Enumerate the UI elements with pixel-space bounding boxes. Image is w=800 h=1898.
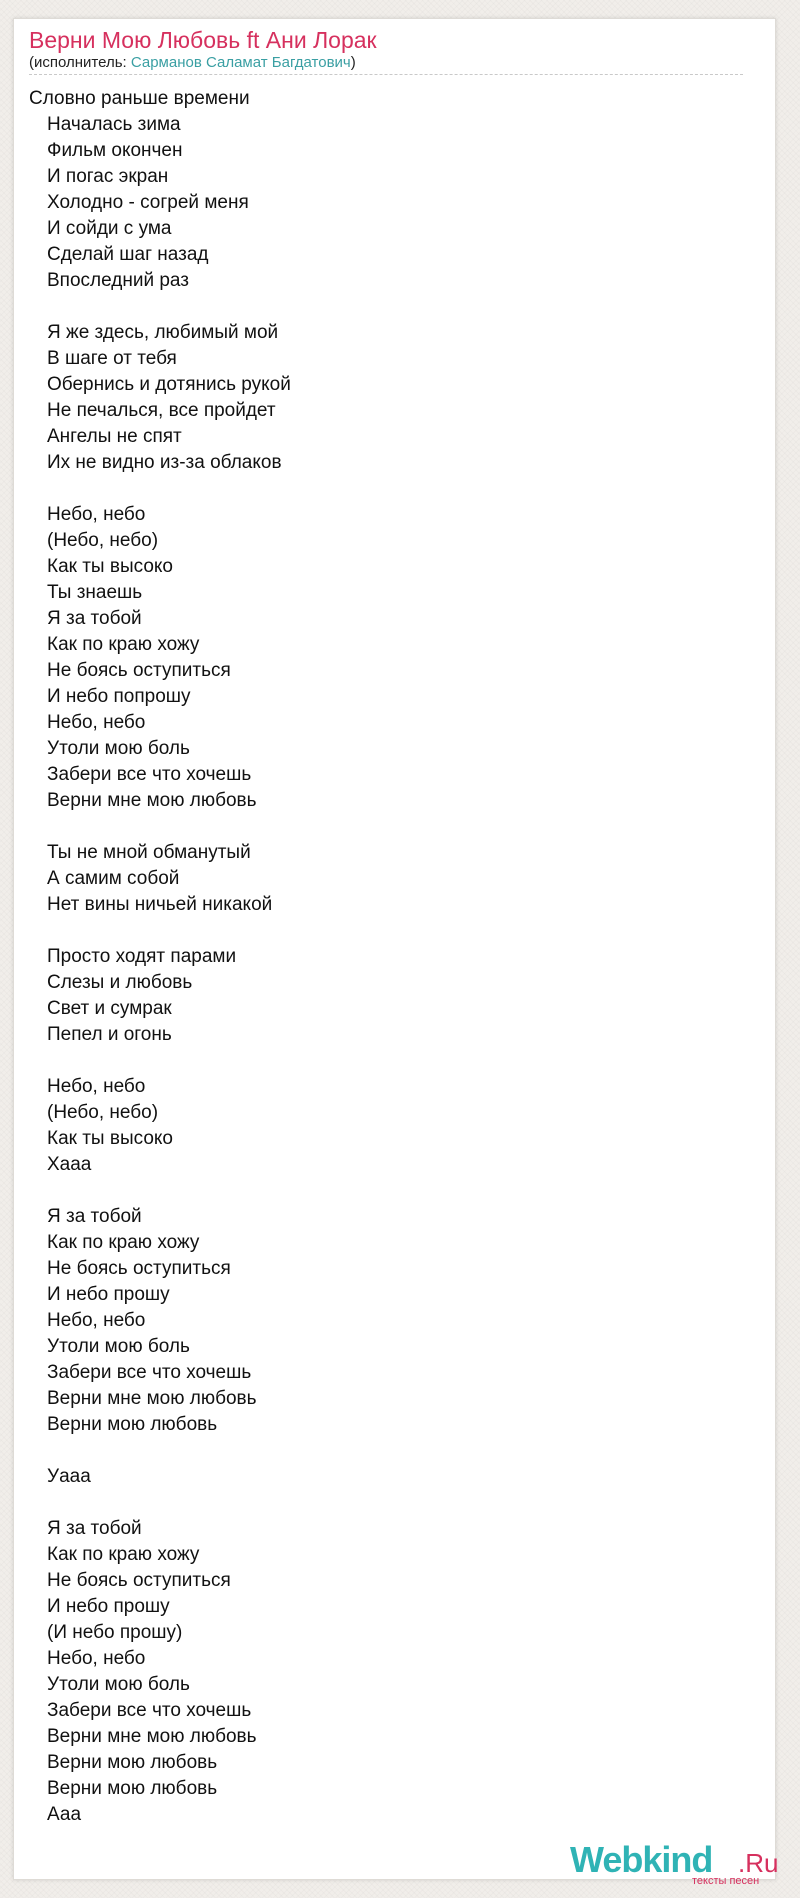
lyrics-line: Словно раньше времени <box>29 88 250 109</box>
lyrics-line: Не печалься, все пройдет <box>47 400 276 421</box>
lyrics-line: Пепел и огонь <box>47 1024 172 1045</box>
lyrics-blank-line <box>29 294 291 320</box>
lyrics-blank-line <box>29 918 291 944</box>
lyrics-line: И погас экран <box>47 166 169 187</box>
performer-prefix: (исполнитель: <box>29 54 131 71</box>
lyrics-line: Верни мою любовь <box>47 1414 218 1435</box>
lyrics-line: Я за тобой <box>47 1518 142 1539</box>
lyrics-line: (Небо, небо) <box>47 530 159 551</box>
lyrics-line: Фильм окончен <box>47 140 183 161</box>
lyrics-line: Как по краю хожу <box>47 634 200 655</box>
lyrics-line: Ааа <box>47 1804 82 1825</box>
lyrics-line: (Небо, небо) <box>47 1102 159 1123</box>
lyrics-blank-line <box>29 1178 291 1204</box>
lyrics-line: Холодно - согрей меня <box>47 192 249 213</box>
logo-tagline: тексты песен <box>692 1875 760 1887</box>
lyrics-line: Сделай шаг назад <box>47 244 209 265</box>
lyrics-text <box>29 86 291 1828</box>
logo-wordmark: Webkind <box>570 1839 713 1880</box>
lyrics-line: Нет вины ничьей никакой <box>47 894 273 915</box>
lyrics-line: Ты не мной обманутый <box>47 842 251 863</box>
lyrics-line: Обернись и дотянись рукой <box>47 374 291 395</box>
lyrics-line: Впоследний раз <box>47 270 189 291</box>
lyrics-line: Верни мне мою любовь <box>47 1726 257 1747</box>
header-divider <box>29 74 743 75</box>
lyrics-blank-line <box>29 1490 291 1516</box>
lyrics-line: Слезы и любовь <box>47 972 193 993</box>
performer-suffix: ) <box>350 54 356 71</box>
lyrics-blank-line <box>29 476 291 502</box>
lyrics-line: Небо, небо <box>47 1648 146 1669</box>
lyrics-line: Утоли мою боль <box>47 738 190 759</box>
lyrics-line: И сойди с ума <box>47 218 172 239</box>
lyrics-line: (И небо прошу) <box>47 1622 183 1643</box>
lyrics-line: Небо, небо <box>47 1076 146 1097</box>
lyrics-line: Я за тобой <box>47 1206 142 1227</box>
site-logo[interactable] <box>570 1839 779 1888</box>
lyrics-line: Верни мою любовь <box>47 1752 218 1773</box>
lyrics-line: Не боясь оступиться <box>47 1570 231 1591</box>
lyrics-line: Не боясь оступиться <box>47 1258 231 1279</box>
lyrics-blank-line <box>29 1438 291 1464</box>
lyrics-line: А самим собой <box>47 868 180 889</box>
lyrics-line: Уааа <box>47 1466 91 1487</box>
lyrics-line: Как по краю хожу <box>47 1232 200 1253</box>
lyrics-line: В шаге от тебя <box>47 348 177 369</box>
lyrics-line: Забери все что хочешь <box>47 1700 252 1721</box>
lyrics-line: И небо попрошу <box>47 686 191 707</box>
song-title: Верни Мою Любовь ft Ани Лорак <box>29 27 377 53</box>
lyrics-line: Как по краю хожу <box>47 1544 200 1565</box>
performer-line <box>29 53 356 73</box>
lyrics-line: Ангелы не спят <box>47 426 182 447</box>
lyrics-line: Верни мне мою любовь <box>47 790 257 811</box>
logo-domain: .Ru <box>738 1848 779 1878</box>
performer-link[interactable]: Сарманов Саламат Багдатович <box>130 54 351 71</box>
lyrics-line: Утоли мою боль <box>47 1674 190 1695</box>
lyrics-line: Забери все что хочешь <box>47 1362 252 1383</box>
lyrics-line: Я же здесь, любимый мой <box>47 322 279 343</box>
lyrics-line: И небо прошу <box>47 1596 170 1617</box>
lyrics-line: Я за тобой <box>47 608 142 629</box>
lyrics-line: Просто ходят парами <box>47 946 237 967</box>
lyrics-line: Забери все что хочешь <box>47 764 252 785</box>
lyrics-line: Хааа <box>47 1154 92 1175</box>
lyrics-line: Верни мне мою любовь <box>47 1388 257 1409</box>
lyrics-line: Как ты высоко <box>47 556 173 577</box>
lyrics-line: Небо, небо <box>47 504 146 525</box>
lyrics-line: Началась зима <box>47 114 181 135</box>
lyrics-line: Утоли мою боль <box>47 1336 190 1357</box>
lyrics-line: Ты знаешь <box>47 582 143 603</box>
lyrics-line: Свет и сумрак <box>47 998 172 1019</box>
lyrics-line: Как ты высоко <box>47 1128 173 1149</box>
lyrics-line: Их не видно из-за облаков <box>47 452 282 473</box>
lyrics-line: Не боясь оступиться <box>47 660 231 681</box>
lyrics-blank-line <box>29 1048 291 1074</box>
lyrics-line: И небо прошу <box>47 1284 170 1305</box>
lyrics-blank-line <box>29 814 291 840</box>
lyrics-line: Небо, небо <box>47 712 146 733</box>
lyrics-line: Небо, небо <box>47 1310 146 1331</box>
lyrics-line: Верни мою любовь <box>47 1778 218 1799</box>
